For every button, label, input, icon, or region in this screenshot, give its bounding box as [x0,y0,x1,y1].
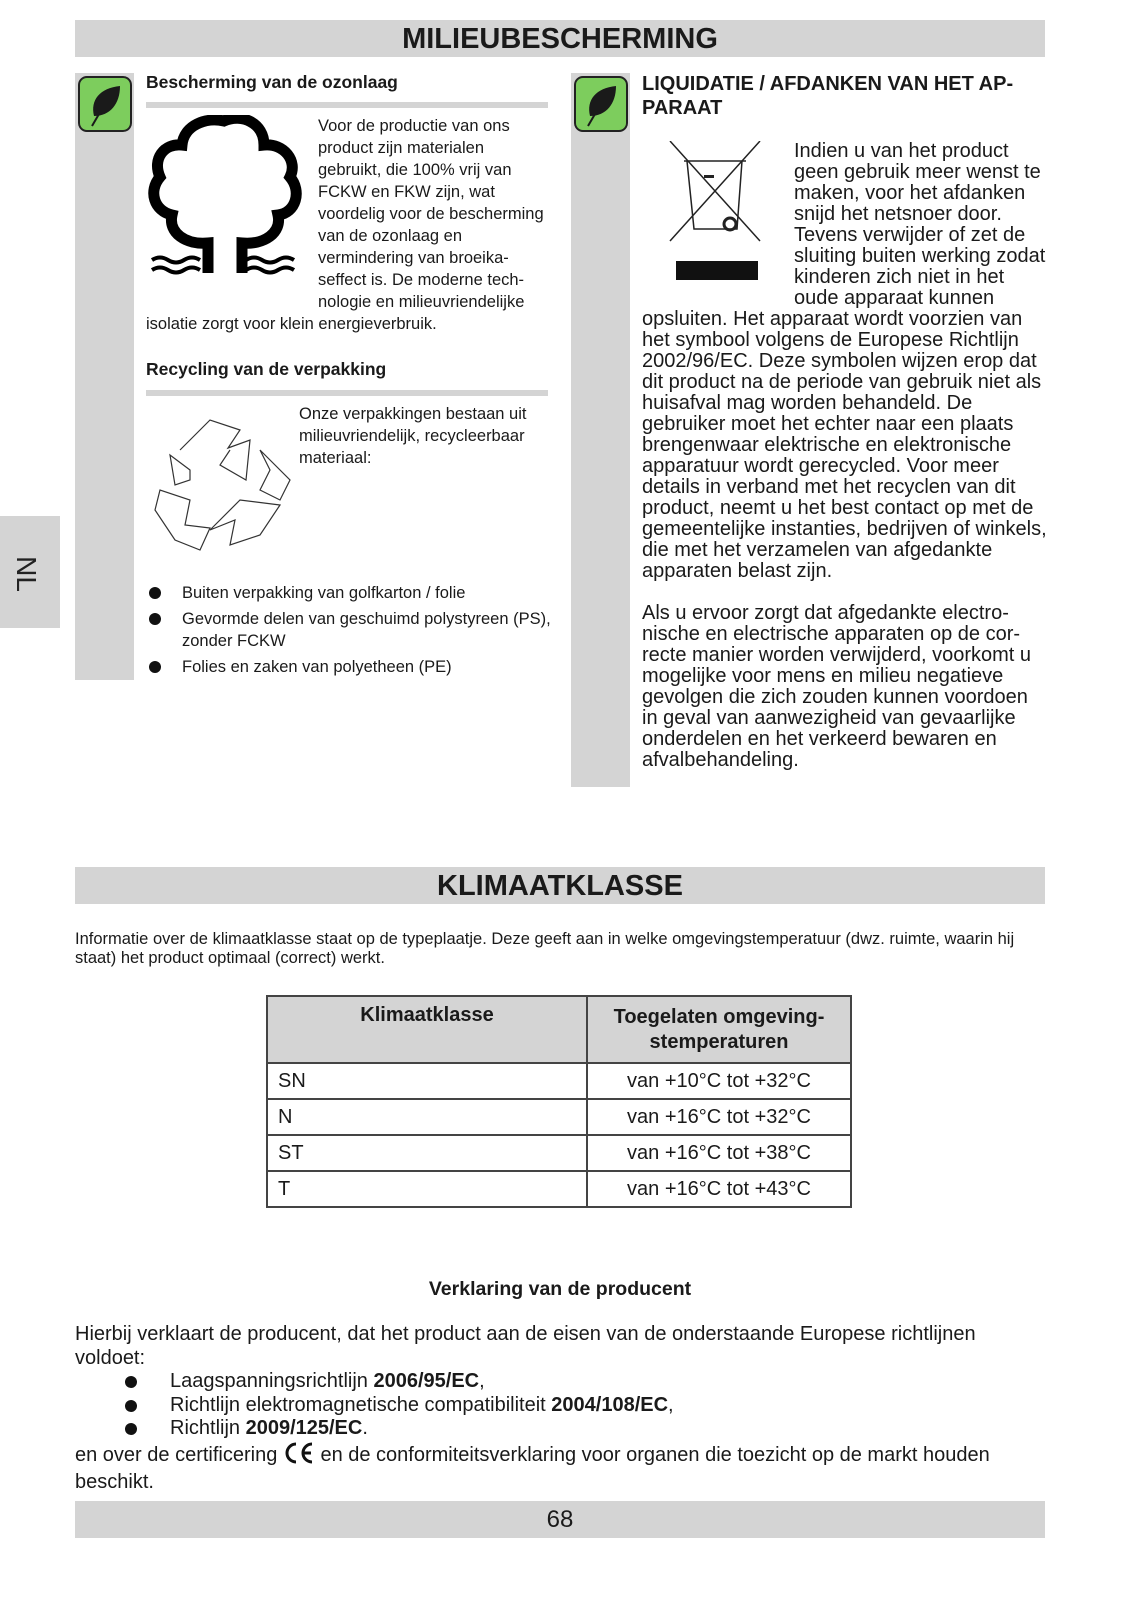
crossed-bin-icon [642,141,794,309]
declaration-outro: en over de certificering en de conformiteitsverklaring voor organen die toezicht op de markt houden beschikt. [75,1441,1045,1495]
ozone-heading: Bescherming van de ozonlaag [146,72,398,92]
section-title-environment: MILIEUBESCHERMING [75,20,1045,57]
recycling-heading: Recycling van de verpakking [146,359,387,379]
declaration-body [75,1323,1045,1495]
ce-mark-icon [283,1441,315,1472]
recycle-icon [150,410,292,557]
column-header: Klimaatklasse [267,996,587,1063]
climate-table [266,995,852,1208]
climate-intro: Informatie over de klimaatklasse staat op de typeplaatje. Deze geeft aan in welke omgevingstemperatuur (dwz. ruimte, waarin hij staat) het product optimaal (correct) werkt. [75,930,1015,967]
directive-list [75,1370,1045,1441]
tree-icon [146,115,318,313]
table-row: T van +16°C tot +43°C [267,1171,851,1207]
list-item: Folies en zaken van polyetheen (PE) [146,656,551,678]
list-item: Gevormde delen van geschuimd polystyreen (PS), zonder FCKW [146,608,551,652]
packaging-list [146,582,551,678]
right-margin-strip [571,73,630,787]
left-margin-strip [75,73,134,680]
table-row: ST van +16°C tot +38°C [267,1135,851,1171]
leaf-icon [574,76,628,132]
declaration-intro: Hierbij verklaart de producent, dat het product aan de eisen van de onderstaande Europese richtlijnen voldoet: [75,1323,976,1369]
list-item: Buiten verpakking van golfkarton / folie [146,582,551,604]
list-item: Richtlijn 2009/125/EC. [75,1417,1045,1441]
disposal-paragraph-2: Als u ervoor zorgt dat afgedankte electronische en electrische apparaten op de correcte manier worden verwijderd, voorkomt u mogelijke voor mens en milieu negatieve gevolgen die zich zouden kunnen voordoen in geval van aanwezigheid van gevaarlijke onderdelen en het verkeerd bewaren en afvalbehandeling. [642,602,1032,771]
disposal-text-block [642,141,1047,771]
table-row: N van +16°C tot +32°C [267,1099,851,1135]
section-title-climate: KLIMAATKLASSE [75,867,1045,904]
ozone-text: Voor de productie van ons product zijn materialen gebruikt, die 100% vrij van FCKW en FKW zijn, wat voordelig voor de bescherming van de ozonlaag en vermindering van broeikaseffect is. De moderne technologie en milieuvriendelijke isolatie zorgt voor klein energieverbruik. [146,117,544,333]
column-header: Toegelaten omgevingstemperaturen [587,996,851,1063]
leaf-icon [78,76,132,132]
ozone-paragraph-block [146,115,551,335]
list-item: Laagspanningsrichtlijn 2006/95/EC, [75,1370,1045,1394]
list-item: Richtlijn elektromagnetische compatibiliteit 2004/108/EC, [75,1394,1045,1418]
disposal-paragraph-1: Indien u van het product geen gebruik meer wenst te maken, voor het afdanken snijd het netsnoer door. Tevens verwijder of zet de sluiting buiten werking zodat kinderen zich niet in het oude apparaat kunnen opsluiten. Het apparaat wordt voorzien van het symbool volgens de Europese Richtlijn 2002/96/EC. Deze symbolen wijzen erop dat dit product na de periode van gebruik niet als huisafval mag worden behandeld. De gebruiker moet het echter naar een plaats brengenwaar elektrische en elektronische apparatuur wordt gerecycled. Voor meer details in verband met het recyclen van dit product, neemt u het best contact op met de gemeentelijke instanties, bedrijven of winkels, die met het verzamelen van afgedankte apparaten belast zijn. [642,140,1047,582]
recycling-text: Onze verpakkingen bestaan uit milieuvriendelijk, recycleerbaar materiaal: [299,405,527,467]
disposal-heading: LIQUIDATIE / AFDANKEN VAN HET APPARAAT [642,73,1014,119]
divider [146,390,548,396]
declaration-heading: Verklaring van de producent [428,1278,692,1300]
divider [146,102,548,108]
page-number: 68 [75,1501,1045,1538]
language-tab [0,516,60,628]
language-tab-label: NL [10,556,42,592]
table-row: SN van +10°C tot +32°C [267,1063,851,1099]
table-header-row [267,996,851,1063]
